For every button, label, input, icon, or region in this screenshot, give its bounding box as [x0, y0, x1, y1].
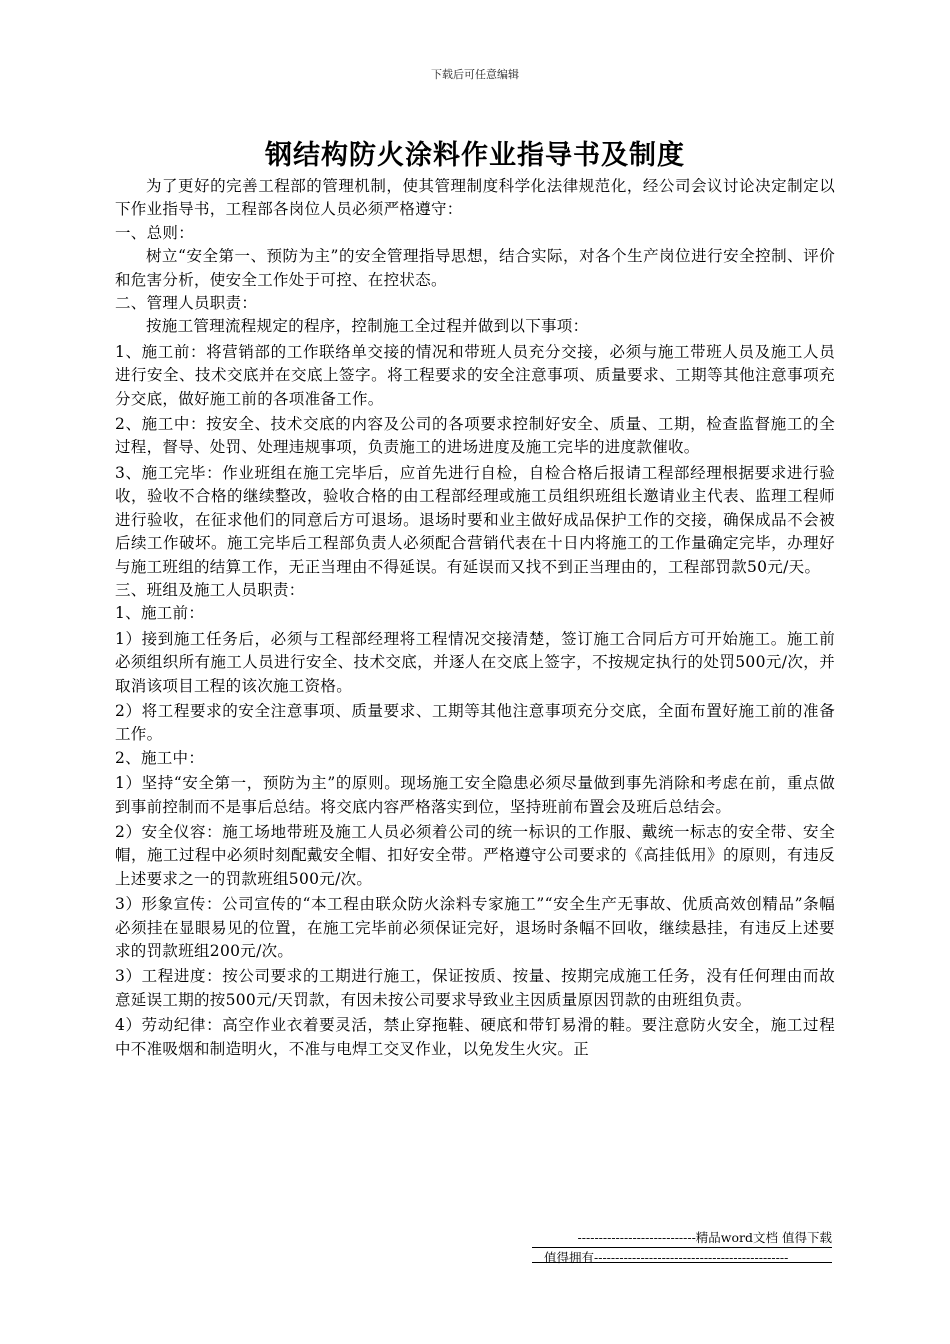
- footer-line-2: 值得拥有----------------------------------------------: [532, 1247, 832, 1267]
- document-title: 钢结构防火涂料作业指导书及制度: [265, 140, 685, 171]
- intro-paragraph: 为了更好的完善工程部的管理机制，使其管理制度科学化法律规范化，经公司会议讨论决定制定以下作业指导书，工程部各岗位人员必须严格遵守：: [115, 177, 835, 219]
- team-during-item-4: 3）工程进度：按公司要求的工期进行施工，保证按质、按量、按期完成施工任务，没有任何理由而故意延误工期的按500元/天罚款，有因未按公司要求导致业主因质量原因罚款的由班组负责。: [115, 967, 835, 1009]
- section-heading-team: 三、班组及施工人员职责：: [115, 580, 305, 599]
- management-intro: 按施工管理流程规定的程序，控制施工全过程并做到以下事项：: [146, 317, 589, 336]
- management-item-during: 2、施工中：按安全、技术交底的内容及公司的各项要求控制好安全、质量、工期，检查监督施工的全过程，督导、处罚、处理违规事项，负责施工的进场进度及施工完毕的进度款催收。: [115, 415, 835, 457]
- team-subheading-before: 1、施工前：: [115, 604, 205, 623]
- team-subheading-during: 2、施工中：: [115, 748, 205, 767]
- team-before-item-1: 1）接到施工任务后，必须与工程部经理将工程情况交接清楚，签订施工合同后方可开始施工。施工前必须组织所有施工人员进行安全、技术交底，并逐人在交底上签字，不按规定执行的处罚500元/次，并取消该项目工程的该次施工资格。: [115, 629, 835, 695]
- team-during-item-5: 4）劳动纪律：高空作业衣着要灵活，禁止穿拖鞋、硬底和带钉易滑的鞋。要注意防火安全，施工过程中不准吸烟和制造明火，不准与电焊工交叉作业，以免发生火灾。正: [115, 1016, 835, 1058]
- page-header-note: 下载后可任意编辑: [431, 68, 519, 81]
- team-before-item-2: 2）将工程要求的安全注意事项、质量要求、工期等其他注意事项充分交底，全面布置好施工前的准备工作。: [115, 701, 835, 744]
- team-during-item-3: 3）形象宣传：公司宣传的“本工程由联众防火涂料专家施工”“安全生产无事故、优质高效创精品”条幅必须挂在显眼易见的位置，在施工完毕前必须保证完好，退场时条幅不回收，继续悬挂，有违反上述要求的罚款班组200元/次。: [115, 895, 835, 960]
- footer-rule: [532, 1262, 832, 1263]
- management-item-after: 3、施工完毕：作业班组在施工完毕后，应首先进行自检，自检合格后报请工程部经理根据要求进行验收，验收不合格的继续整改，验收合格的由工程部经理或施工员组织班组长邀请业主代表、监理工程师进行验收，在征求他们的同意后方可退场。退场时要和业主做好成品保护工作的交接，确保成品不会被后续工作破坏。施工完毕后工程部负责人必须配合营销代表在十日内将施工的工作量确定完毕，办理好与施工班组的结算工作，无正当理由不得延误。有延误而又找不到正当理由的，工程部罚款50元/天。: [115, 463, 835, 576]
- team-during-item-1: 1）坚持“安全第一，预防为主”的原则。现场施工安全隐患必须尽量做到事先消除和考虑在前，重点做到事前控制而不是事后总结。将交底内容严格落实到位，坚持班前布置会及班后总结会。: [115, 774, 835, 816]
- document-body: [115, 175, 835, 1215]
- section-heading-general: 一、总则：: [115, 223, 195, 242]
- footer-line-1: ----------------------------精品word文档 值得下载: [577, 1230, 832, 1245]
- management-item-before: 1、施工前：将营销部的工作联络单交接的情况和带班人员充分交接，必须与施工带班人员及施工人员进行安全、技术交底并在交底上签字。将工程要求的安全注意事项、质量要求、工期等其他注意事项充分交底，做好施工前的各项准备工作。: [115, 342, 835, 408]
- section-heading-management: 二、管理人员职责：: [115, 294, 258, 313]
- general-paragraph: 树立“安全第一、预防为主”的安全管理指导思想，结合实际，对各个生产岗位进行安全控制、评价和危害分析，使安全工作处于可控、在控状态。: [115, 247, 835, 289]
- team-during-item-2: 2）安全仪容：施工场地带班及施工人员必须着公司的统一标识的工作服、戴统一标志的安全带、安全帽，施工过程中必须时刻配戴安全帽、扣好安全带。严格遵守公司要求的《高挂低用》的原则，有违反上述要求之一的罚款班组500元/次。: [115, 822, 835, 888]
